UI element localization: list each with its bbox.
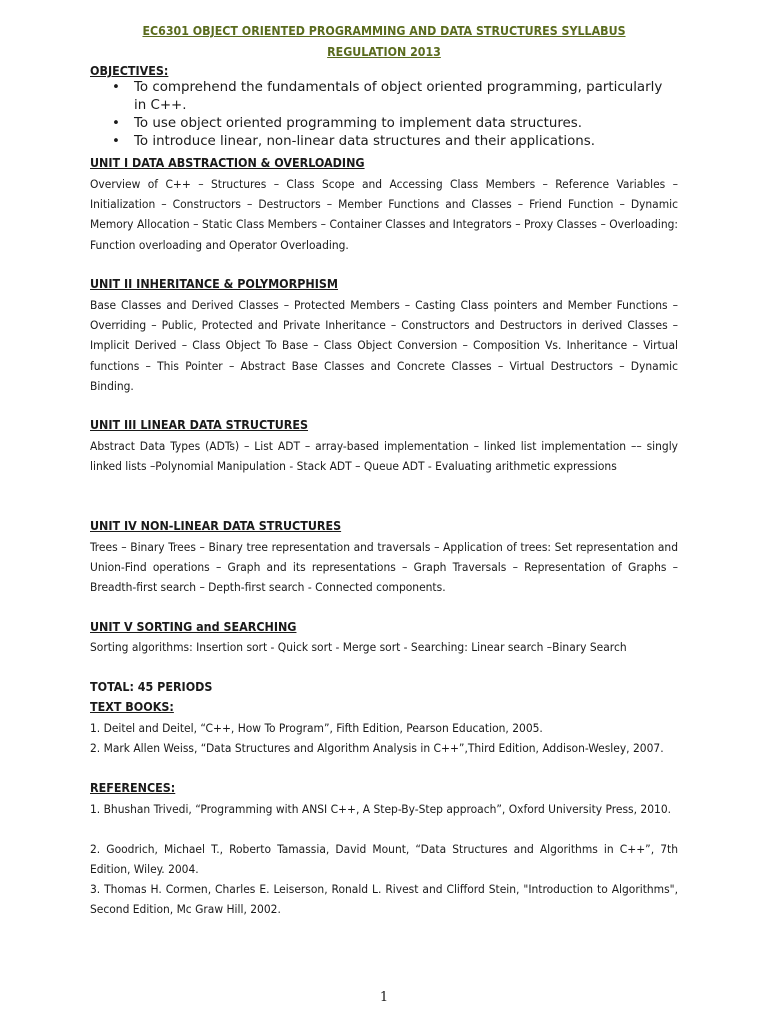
unit-4-heading: UNIT IV NON-LINEAR DATA STRUCTURES <box>90 518 342 533</box>
document-title: EC6301 OBJECT ORIENTED PROGRAMMING AND DATA STRUCTURES SYLLABUS <box>142 24 626 38</box>
unit-3-body: Abstract Data Types (ADTs) – List ADT – array-based implementation – linked list implementation –– singly linked lists –Polynomial Manipulation - Stack ADT – Queue ADT - Evaluating arithmetic expressions <box>90 439 678 474</box>
unit-2-heading: UNIT II INHERITANCE & POLYMORPHISM <box>90 276 339 291</box>
reference-item: 3. Thomas H. Cormen, Charles E. Leiserson, Ronald L. Rivest and Clifford Stein, "Introduction to Algorithms", Second Edition, Mc Graw Hill, 2002. <box>90 882 678 917</box>
regulation-title: REGULATION 2013 <box>327 45 441 59</box>
total-periods: TOTAL: 45 PERIODS <box>90 679 213 694</box>
unit-1-body: Overview of C++ – Structures – Class Scope and Accessing Class Members – Reference Variables – Initialization – Constructors – Destructors – Member Functions and Classes – Friend Function – Dynamic Memory Allocation – Static Class Members – Container Classes and Integrators – Proxy Classes – Overloading: Function overloading and Operator Overloading. <box>90 177 678 252</box>
reference-item: 1. Bhushan Trivedi, “Programming with ANSI C++, A Step-By-Step approach”, Oxford University Press, 2010. <box>90 802 672 816</box>
reference-item: 2. Goodrich, Michael T., Roberto Tamassia, David Mount, “Data Structures and Algorithms in C++”, 7th Edition, Wiley. 2004. <box>90 842 678 877</box>
textbooks-heading: TEXT BOOKS: <box>90 699 174 714</box>
objective-item: • To use object oriented programming to implement data structures. <box>90 115 678 133</box>
objective-item: • To introduce linear, non-linear data structures and their applications. <box>90 133 678 151</box>
objective-item: • To comprehend the fundamentals of object oriented programming, particularly in C++. <box>90 79 678 115</box>
textbook-item: 1. Deitel and Deitel, “C++, How To Program”, Fifth Edition, Pearson Education, 2005. <box>90 721 543 735</box>
textbook-item: 2. Mark Allen Weiss, “Data Structures and Algorithm Analysis in C++”,Third Edition, Addison-Wesley, 2007. <box>90 741 664 755</box>
references-heading: REFERENCES: <box>90 780 176 795</box>
objectives-heading: OBJECTIVES: <box>90 63 169 78</box>
page-number: 1 <box>379 990 389 1005</box>
unit-3-heading: UNIT III LINEAR DATA STRUCTURES <box>90 417 309 432</box>
unit-4-body: Trees – Binary Trees – Binary tree representation and traversals – Application of trees: Set representation and Union-Find operations – Graph and its representations – Graph Traversals – Representation of Graphs – Breadth-first search – Depth-first search - Connected components. <box>90 540 678 595</box>
unit-5-heading: UNIT V SORTING and SEARCHING <box>90 619 297 634</box>
unit-2-body: Base Classes and Derived Classes – Protected Members – Casting Class pointers and Member Functions – Overriding – Public, Protected and Private Inheritance – Constructors and Destructors in derived Classes – Implicit Derived – Class Object To Base – Class Object Conversion – Composition Vs. Inheritance – Virtual functions – This Pointer – Abstract Base Classes and Concrete Classes – Virtual Destructors – Dynamic Binding. <box>90 298 678 393</box>
unit-5-body: Sorting algorithms: Insertion sort - Quick sort - Merge sort - Searching: Linear search –Binary Search <box>90 640 627 654</box>
unit-1-heading: UNIT I DATA ABSTRACTION & OVERLOADING <box>90 155 365 170</box>
objectives-list <box>90 79 678 151</box>
